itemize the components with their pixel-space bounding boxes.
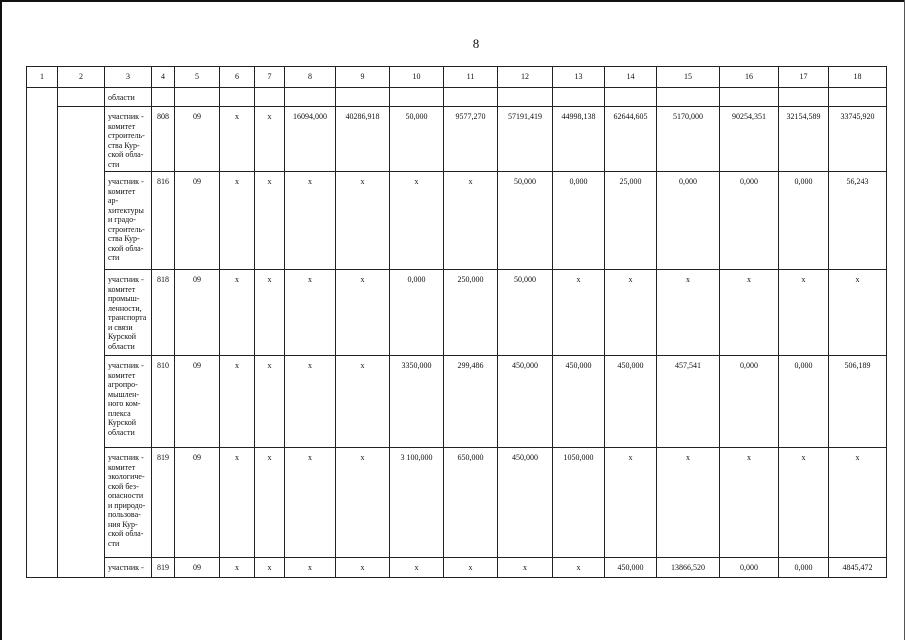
value-cell: 506,189	[829, 356, 887, 448]
value-cell	[829, 88, 887, 107]
value-cell	[336, 88, 390, 107]
participant-name-line: плекса	[108, 408, 131, 418]
value-cell: х	[553, 270, 605, 356]
value-cell: 0,000	[720, 172, 779, 270]
col1-cell	[27, 356, 58, 448]
value-cell: 57191,419	[498, 107, 553, 172]
value-cell: 650,000	[444, 448, 498, 558]
header-cell: 18	[829, 67, 887, 88]
value-cell: 299,486	[444, 356, 498, 448]
value-cell: х	[336, 270, 390, 356]
participant-name-line: ства Кур-	[108, 234, 140, 243]
participant-name-line: ской без-	[108, 481, 139, 491]
page-number: 8	[472, 36, 480, 51]
participant-name-cell	[105, 107, 152, 172]
participant-name-line: участник -	[108, 361, 144, 370]
value-cell: х	[779, 448, 829, 558]
value-cell	[779, 88, 829, 107]
col1-cell	[27, 270, 58, 356]
value-cell: 0,000	[720, 356, 779, 448]
value-cell: 450,000	[498, 448, 553, 558]
participant-name-line: участник -	[108, 177, 144, 186]
value-cell: 3350,000	[390, 356, 444, 448]
header-cell: 14	[605, 67, 657, 88]
value-cell: х	[553, 558, 605, 578]
header-cell: 8	[285, 67, 336, 88]
value-cell: х	[605, 270, 657, 356]
table-row	[27, 270, 887, 356]
header-cell: 7	[255, 67, 285, 88]
value-cell: 40286,918	[336, 107, 390, 172]
value-cell: х	[285, 448, 336, 558]
value-cell: 810	[152, 356, 175, 448]
col1-cell	[27, 88, 58, 107]
value-cell: х	[444, 558, 498, 578]
value-cell: 32154,589	[779, 107, 829, 172]
participant-name-line: области	[108, 93, 135, 102]
participant-name-line: мышлен-	[108, 389, 140, 399]
col2-cell	[58, 558, 105, 578]
participant-name-line: ного ком-	[108, 399, 141, 408]
value-cell: 09	[175, 356, 220, 448]
table-row	[27, 558, 887, 578]
value-cell: 819	[152, 558, 175, 578]
value-cell: х	[444, 172, 498, 270]
value-cell: 5170,000	[657, 107, 720, 172]
header-cell: 17	[779, 67, 829, 88]
value-cell	[657, 88, 720, 107]
value-cell: 816	[152, 172, 175, 270]
value-cell: х	[285, 172, 336, 270]
value-cell: х	[220, 448, 255, 558]
value-cell: х	[336, 356, 390, 448]
participant-name-line: агропро-	[108, 380, 138, 389]
header-row	[27, 67, 887, 88]
participant-name-line: строитель-	[108, 131, 145, 140]
value-cell: 450,000	[498, 356, 553, 448]
header-cell: 12	[498, 67, 553, 88]
value-cell: х	[336, 448, 390, 558]
value-cell: х	[605, 448, 657, 558]
table-row	[27, 448, 887, 558]
value-cell: х	[220, 356, 255, 448]
participant-name-cell	[105, 448, 152, 558]
participant-name-line: хитектуры	[108, 205, 144, 215]
value-cell: 33745,920	[829, 107, 887, 172]
value-cell: х	[255, 558, 285, 578]
value-cell: 50,000	[498, 172, 553, 270]
value-cell: 4845,472	[829, 558, 887, 578]
participant-name-line: сти	[108, 159, 120, 169]
value-cell: х	[657, 270, 720, 356]
value-cell	[175, 88, 220, 107]
value-cell: 450,000	[553, 356, 605, 448]
participant-name-line: участник -	[108, 453, 144, 462]
col1-cell	[27, 107, 58, 172]
value-cell: 50,000	[390, 107, 444, 172]
header-cell: 3	[105, 67, 152, 88]
value-cell: 0,000	[779, 356, 829, 448]
participant-name-line: ской обла-	[108, 243, 144, 253]
col1-cell	[27, 172, 58, 270]
value-cell: 09	[175, 558, 220, 578]
participant-name-cell	[105, 558, 152, 578]
header-cell: 6	[220, 67, 255, 88]
value-cell: 818	[152, 270, 175, 356]
participant-name-line: Курской	[108, 332, 137, 341]
value-cell: 25,000	[605, 172, 657, 270]
value-cell: 50,000	[498, 270, 553, 356]
participant-name-line: транспорта	[108, 313, 147, 322]
participant-name-line: сти	[108, 538, 120, 548]
value-cell	[390, 88, 444, 107]
col2-cell	[58, 270, 105, 356]
participant-name-line: опасности	[108, 491, 144, 500]
value-cell: 0,000	[390, 270, 444, 356]
page-top-border	[0, 0, 905, 2]
value-cell: х	[220, 107, 255, 172]
table-row	[27, 88, 887, 107]
value-cell: 0,000	[779, 558, 829, 578]
page-left-border	[0, 0, 2, 640]
value-cell: х	[336, 558, 390, 578]
value-cell: 62644,605	[605, 107, 657, 172]
participant-name-line: участник -	[108, 112, 144, 121]
participant-name-line: области	[108, 427, 135, 437]
value-cell: 44998,138	[553, 107, 605, 172]
value-cell: 0,000	[779, 172, 829, 270]
participant-name-line: ар-	[108, 196, 119, 205]
value-cell: 1050,000	[553, 448, 605, 558]
value-cell: 450,000	[605, 558, 657, 578]
value-cell	[553, 88, 605, 107]
value-cell: 0,000	[657, 172, 720, 270]
value-cell: 3 100,000	[390, 448, 444, 558]
participant-name-line: пользова-	[108, 510, 141, 519]
value-cell: 56,243	[829, 172, 887, 270]
participant-name-line: и градо-	[108, 215, 136, 224]
participant-name-cell	[105, 356, 152, 448]
value-cell: 450,000	[605, 356, 657, 448]
value-cell	[720, 88, 779, 107]
value-cell: 808	[152, 107, 175, 172]
value-cell	[285, 88, 336, 107]
participant-name-line: сти	[108, 253, 120, 262]
col2-cell	[58, 107, 105, 172]
value-cell: х	[220, 172, 255, 270]
value-cell: х	[720, 448, 779, 558]
value-cell	[444, 88, 498, 107]
participant-name-line: комитет	[108, 121, 136, 131]
budget-table	[26, 66, 887, 578]
participant-name-line: комитет	[108, 462, 136, 472]
col2-cell	[58, 356, 105, 448]
participant-name-line: комитет	[108, 186, 136, 196]
value-cell: х	[285, 558, 336, 578]
participant-name-line: ния Кур-	[108, 519, 138, 529]
participant-name-line: участник -	[108, 275, 144, 284]
value-cell: х	[285, 356, 336, 448]
value-cell	[255, 88, 285, 107]
header-cell: 13	[553, 67, 605, 88]
value-cell: х	[220, 270, 255, 356]
participant-name-line: участник -	[108, 563, 144, 572]
participant-name-line: строитель-	[108, 224, 145, 234]
header-cell: 10	[390, 67, 444, 88]
header-cell: 9	[336, 67, 390, 88]
value-cell: 09	[175, 270, 220, 356]
header-cell: 11	[444, 67, 498, 88]
value-cell: 09	[175, 172, 220, 270]
participant-name-line: комитет	[108, 284, 136, 294]
participant-name-cell	[105, 270, 152, 356]
value-cell: х	[657, 448, 720, 558]
participant-name-line: ленности,	[108, 303, 142, 313]
participant-name-cell	[105, 88, 152, 107]
value-cell: 250,000	[444, 270, 498, 356]
col2-cell	[58, 172, 105, 270]
value-cell: 09	[175, 448, 220, 558]
value-cell: х	[255, 172, 285, 270]
participant-name-line: и связи	[108, 322, 133, 332]
header-cell: 4	[152, 67, 175, 88]
value-cell	[605, 88, 657, 107]
participant-name-line: области	[108, 341, 135, 351]
value-cell: х	[390, 558, 444, 578]
value-cell: х	[285, 270, 336, 356]
value-cell	[220, 88, 255, 107]
table-row	[27, 172, 887, 270]
value-cell: 90254,351	[720, 107, 779, 172]
value-cell: х	[255, 270, 285, 356]
participant-name-line: экологиче-	[108, 472, 145, 481]
participant-name-line: Курской	[108, 418, 137, 427]
participant-name-line: промыш-	[108, 294, 140, 303]
value-cell: х	[255, 107, 285, 172]
value-cell: 16094,000	[285, 107, 336, 172]
col2-cell	[58, 448, 105, 558]
participant-name-line: комитет	[108, 370, 136, 380]
participant-name-line: и природо-	[108, 500, 146, 510]
value-cell: х	[220, 558, 255, 578]
value-cell: 9577,270	[444, 107, 498, 172]
value-cell: 0,000	[720, 558, 779, 578]
participant-name-line: ской обла-	[108, 150, 144, 159]
table-row	[27, 356, 887, 448]
participant-name-cell	[105, 172, 152, 270]
value-cell: х	[498, 558, 553, 578]
table-body	[27, 67, 887, 578]
value-cell: 819	[152, 448, 175, 558]
header-cell: 2	[58, 67, 105, 88]
value-cell: х	[336, 172, 390, 270]
value-cell: 0,000	[553, 172, 605, 270]
participant-name-line: ства Кур-	[108, 140, 140, 150]
value-cell: х	[779, 270, 829, 356]
participant-name-line: ской обла-	[108, 529, 144, 538]
value-cell: 09	[175, 107, 220, 172]
header-cell: 5	[175, 67, 220, 88]
value-cell: х	[255, 356, 285, 448]
header-cell: 16	[720, 67, 779, 88]
table-row	[27, 107, 887, 172]
value-cell: х	[255, 448, 285, 558]
value-cell: 13866,520	[657, 558, 720, 578]
col2-cell	[58, 88, 105, 107]
value-cell: х	[829, 270, 887, 356]
value-cell: х	[829, 448, 887, 558]
value-cell: 457,541	[657, 356, 720, 448]
value-cell	[152, 88, 175, 107]
header-cell: 1	[27, 67, 58, 88]
col1-cell	[27, 558, 58, 578]
value-cell: х	[720, 270, 779, 356]
col1-cell	[27, 448, 58, 558]
header-cell: 15	[657, 67, 720, 88]
value-cell: х	[390, 172, 444, 270]
value-cell	[498, 88, 553, 107]
